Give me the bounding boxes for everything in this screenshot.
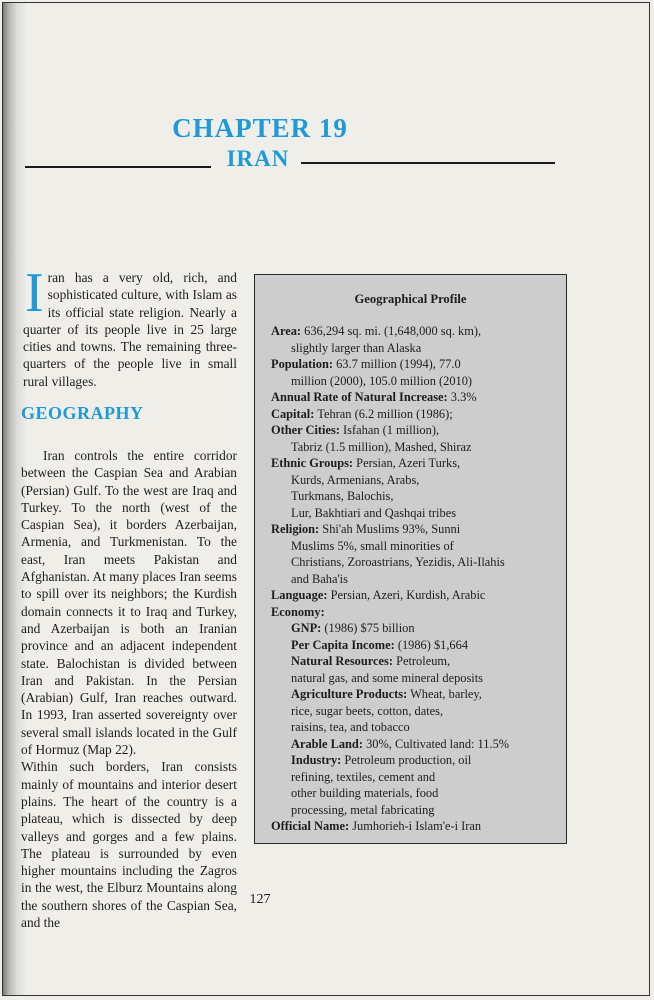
- profile-capital: Capital: Tehran (6.2 million (1986);: [271, 406, 453, 421]
- rule-left: [25, 166, 211, 168]
- profile-economy: Economy:: [271, 604, 325, 619]
- geography-text: [21, 447, 237, 931]
- intro-line: and towns. The remaining three-quarters of: [23, 339, 237, 372]
- chapter-label: CHAPTER 19: [172, 113, 348, 143]
- profile-official-name: Official Name: Jumhorieh-i Islam'e-i Iran: [271, 819, 482, 833]
- geography-paragraph: Iran controls the entire corridor between the Caspian Sea and Arabian (Persian) Gulf. To the west are Iraq and Turkey. To the north (west of the Caspian Sea), it borders Azerbaijan, Armenia, and Turkmenistan. To the east, Iran meets Pakistan and Afghanistan. At many places Iran seems to spill over its neighbors; the Kurdish domain connects it to Iraq and Turkey, and Azerbaijan is both an Iranian province and an adjacent independent state. Balochistan is divided between Iran and Pakistan. In the Persian (Arabian) Gulf, Iran reaches outward. In 1993, Iran asserted sovereignty over several small islands located in the Gulf of Hormuz (Map 22).: [21, 448, 237, 758]
- drop-cap: I: [25, 262, 44, 324]
- geographical-profile-box: [254, 274, 567, 844]
- chapter-title: IRAN: [226, 146, 290, 171]
- intro-line: quarter of its people live in 25 large cities: [23, 321, 237, 355]
- intro-paragraph: [23, 262, 237, 390]
- profile-religion: Religion: Shi'ah Muslims 93%, Sunni Muslims 5%, small minorities of Christians, Zoroastrians, Yezidis, Ali-Ilahis and Baha'is: [271, 522, 505, 586]
- profile-language: Language: Persian, Azeri, Kurdish, Arabic: [271, 588, 486, 602]
- page-number: 127: [249, 892, 271, 907]
- intro-line: sophisticated culture, with Islam as: [47, 287, 237, 303]
- page: [2, 2, 650, 996]
- profile-ethnic-groups: Ethnic Groups: Persian, Azeri Turks, Kurds, Armenians, Arabs, Turkmans, Balochis, Lur, Bakhtiari and Qashqai tribes: [271, 456, 461, 520]
- profile-arable-land: Arable Land: 30%, Cultivated land: 11.5%: [291, 736, 510, 751]
- profile-natural-resources: Natural Resources: Petroleum, natural gas, and some mineral deposits: [291, 654, 484, 685]
- intro-line: the people live in small rural villages.: [23, 356, 237, 389]
- profile-industry: Industry: Petroleum production, oil refining, textiles, cement and other building materials, food processing, metal fabricating: [291, 753, 472, 817]
- profile-area: Area: 636,294 sq. mi. (1,648,000 sq. km), slightly larger than Alaska: [271, 324, 482, 355]
- profile-growth-rate: Annual Rate of Natural Increase: 3.3%: [271, 390, 477, 404]
- profile-other-cities: Other Cities: Isfahan (1 million), Tabriz (1.5 million), Mashed, Shiraz: [271, 423, 472, 454]
- section-heading: GEOGRAPHY: [21, 403, 144, 423]
- rule-right: [301, 162, 555, 164]
- profile-list: [271, 323, 561, 835]
- profile-per-capita-income: Per Capita Income: (1986) $1,664: [291, 637, 469, 652]
- intro-line: ran has a very old, rich, and: [47, 270, 237, 285]
- profile-title: Geographical Profile: [354, 292, 467, 306]
- profile-gnp: GNP: (1986) $75 billion: [291, 621, 415, 635]
- profile-population: Population: 63.7 million (1994), 77.0 million (2000), 105.0 million (2010): [271, 357, 473, 388]
- intro-line: its official state religion. Nearly a: [47, 304, 237, 320]
- profile-agriculture: Agriculture Products: Wheat, barley, rice, sugar beets, cotton, dates, raisins, tea, and tobacco: [291, 687, 482, 734]
- geography-paragraph: Within such borders, Iran consists mainly of mountains and interior desert plains. The heart of the country is a plateau, which is dissected by deep valleys and gorges and a few plains. The plateau is surrounded by even higher mountains including the Zagros in the west, the Elburz Mountains along the southern shores of the Caspian Sea, and the: [21, 759, 237, 931]
